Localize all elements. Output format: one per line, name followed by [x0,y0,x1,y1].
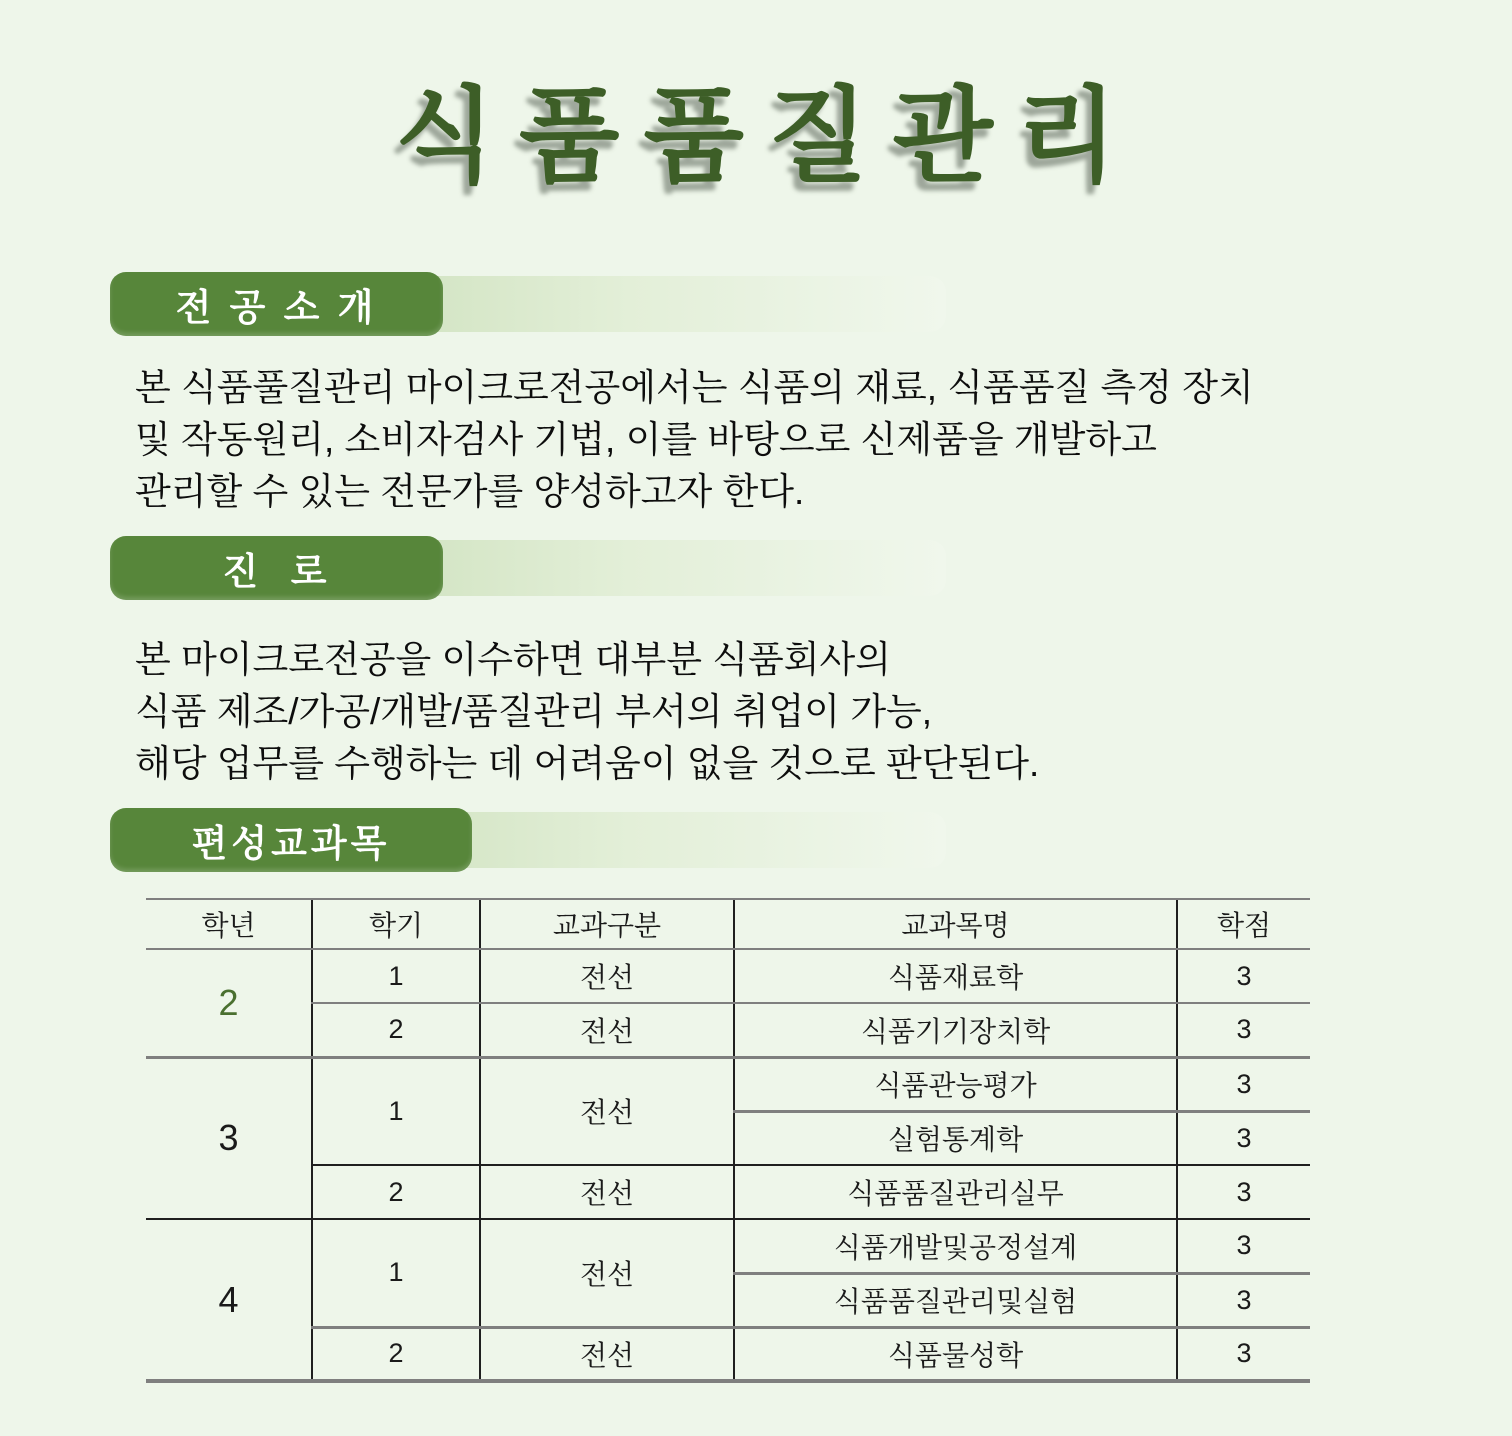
course-table-body [146,949,1310,1381]
table-cell-year: 4 [146,1219,312,1381]
table-cell-course: 식품품질관리실무 [734,1165,1177,1219]
intro-paragraph [135,362,1254,518]
intro-badge: 전 공 소 개 [110,272,443,336]
table-header-semester: 학기 [312,899,480,949]
table-cell-credit: 3 [1177,1273,1310,1327]
table-cell-subj: 전선 [480,949,734,1003]
table-cell-num: 2 [312,1003,480,1057]
table-cell-subj: 전선 [480,1165,734,1219]
table-header-course-name: 교과목명 [734,899,1177,949]
table-cell-credit: 3 [1177,1111,1310,1165]
table-cell-year: 2 [146,949,312,1057]
section-header-intro [110,272,946,336]
table-row [146,1327,1310,1381]
table-cell-credit: 3 [1177,1057,1310,1111]
table-cell-num: 1 [312,1219,480,1327]
table-cell-credit: 3 [1177,1003,1310,1057]
table-cell-subj: 전선 [480,1219,734,1327]
career-line-1: 본 마이크로전공을 이수하면 대부분 식품회사의 [135,639,891,680]
career-line-3: 해당 업무를 수행하는 데 어려움이 없을 것으로 판단된다. [135,743,1040,784]
intro-line-2: 및 작동원리, 소비자검사 기법, 이를 바탕으로 신제품을 개발하고 [135,419,1157,460]
course-table-head [146,899,1310,949]
table-cell-subj: 전선 [480,1003,734,1057]
table-row [146,1003,1310,1057]
table-cell-credit: 3 [1177,949,1310,1003]
course-table [146,898,1310,1383]
career-line-2: 식품 제조/가공/개발/품질관리 부서의 취업이 가능, [135,691,933,732]
table-cell-course: 식품개발및공정설계 [734,1219,1177,1273]
table-cell-num: 2 [312,1165,480,1219]
table-cell-subj: 전선 [480,1327,734,1381]
table-header-credit: 학점 [1177,899,1310,949]
table-cell-subj: 전선 [480,1057,734,1165]
table-header-year: 학년 [146,899,312,949]
table-cell-course: 식품재료학 [734,949,1177,1003]
table-cell-num: 1 [312,949,480,1003]
table-cell-credit: 3 [1177,1165,1310,1219]
table-cell-course: 식품물성학 [734,1327,1177,1381]
intro-line-3: 관리할 수 있는 전문가를 양성하고자 한다. [135,471,805,512]
table-cell-num: 2 [312,1327,480,1381]
table-cell-credit: 3 [1177,1219,1310,1273]
table-cell-course: 식품관능평가 [734,1057,1177,1111]
table-cell-course: 실험통계학 [734,1111,1177,1165]
table-cell-course: 식품품질관리및실험 [734,1273,1177,1327]
career-paragraph [135,634,1039,790]
career-badge: 진 로 [110,536,443,600]
table-row [146,949,1310,1003]
table-cell-year: 3 [146,1057,312,1219]
table-cell-course: 식품기기장치학 [734,1003,1177,1057]
table-header-row [146,899,1310,949]
page-title: 식품품질관리 [394,79,1142,195]
courses-badge: 편성교과목 [110,808,472,872]
section-header-courses [110,808,946,872]
table-row [146,1165,1310,1219]
table-row [146,1219,1310,1273]
table-row [146,1057,1310,1111]
intro-line-1: 본 식품풀질관리 마이크로전공에서는 식품의 재료, 식품품질 측정 장치 [135,367,1254,408]
table-cell-num: 1 [312,1057,480,1165]
table-header-category: 교과구분 [480,899,734,949]
table-cell-credit: 3 [1177,1327,1310,1381]
section-header-career [110,536,946,600]
